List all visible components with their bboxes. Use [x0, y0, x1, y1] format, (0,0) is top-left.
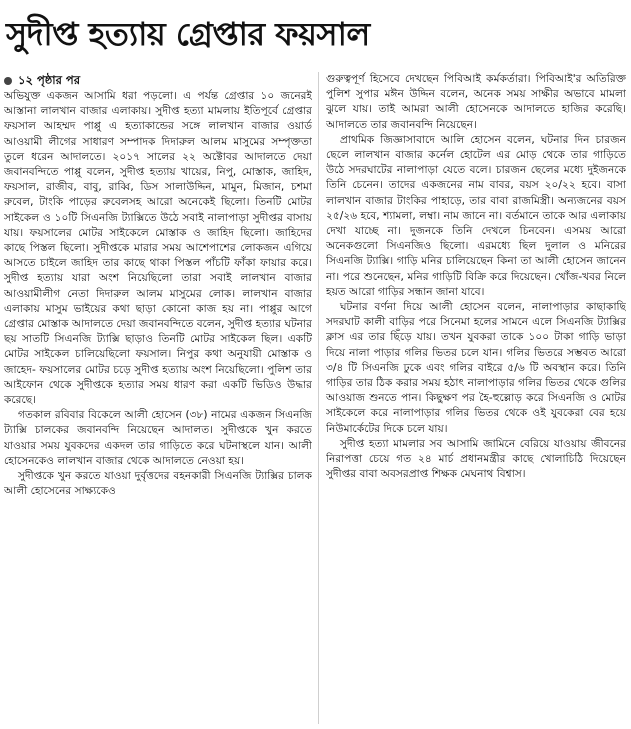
paragraph: গুরুত্বপূর্ণ হিসেবে দেখছেন পিবিআই কর্মকর্তারা। পিবিআই'র অতিরিক্ত পুলিশ সুপার মঈন উদ্দিন বলেন, অনেক সময় সাক্ষীর অভাবে মামলা ঝুলে যায়। তাই আমরা আলী হোসেনকে আদালতে হাজির করেছি। আদালতে তার জবানবন্দি নিয়েছেন। [326, 73, 626, 131]
paragraph: সুদীপ্তকে খুন করতে যাওয়া দুর্বৃত্তদের বহনকারী সিএনজি ট্যাক্সির চালক আলী হোসেনের সাক্ষ্যকেও [4, 470, 312, 498]
paragraph: গতকাল রবিবার বিকেলে আলী হোসেন (৩৮) নামের একজন সিএনজি ট্যাক্সি চালকের জবানবন্দি নিয়েছেন আদালত। সুদীপ্তকে খুন করতে যাওয়ার সময় যুবকদের একদল তার গাড়িতে করে ঘটনাস্থলে যান। আলী হোসেনকেও লালখান বাজার থেকে আদালতে নেওয়া হয়। [4, 409, 312, 467]
continued-from-label: ১২ পৃষ্ঠার পর [18, 73, 81, 87]
bullet-icon [4, 77, 12, 85]
continued-from-line [4, 72, 312, 88]
column-divider [318, 72, 319, 724]
article-column-left [4, 72, 312, 724]
paragraph: ঘটনার বর্ণনা দিয়ে আলী হোসেন বলেন, নালাপাড়ার কাছাকাছি সদরঘাট কালী বাড়ির পরে সিনেমা হলের সামনে এলে সিএনজি ট্যাক্সির ক্লাস এর তার ছিঁড়ে যায়। তখন যুবকরা তাকে ১০০ টাকা গাড়ি ভাড়া দিয়ে নালা পাড়ার গলির ভিতর চলে যান। গলির ভিতরে সম্ভবত আরো ৩/৪ টি সিএনজি ঢুকে এবং গলির বাইরে ৫/৬ টি অবস্থান করে। তিনি গাড়ির তার ঠিক করার সময় হঠাৎ নালাপাড়ার গলির ভিতর থেকে গুলির আওয়াজ শুনতে পান। কিছুক্ষণ পর হৈ-হুল্লোড় করে সিএনজি ও মোটর সাইকেলে করে নালাপাড়ার গলির ভিতর থেকে ওই যুবকেরা বের হয়ে নিউমার্কেটের দিকে চলে যায়। [326, 301, 626, 435]
paragraph: অভিযুক্ত একজন আসামি ধরা পড়লো। এ পর্যন্ত গ্রেপ্তার ১০ জনেরই আস্তানা লালখান বাজার এলাকায়। সুদীপ্ত হত্যা মামলায় ইতিপূর্বে গ্রেপ্তার ফয়সাল আহম্মদ পাপ্পু এ হত্যাকান্ডের সঙ্গে লালখান বাজার ওয়ার্ড আওয়ামী লীগের সাধারণ সম্পাদক দিদারুল আলম মাসুমের সম্পৃক্ততা তুলে ধরেন আদালতে। ২০১৭ সালের ২২ অক্টোবর আদালতে দেয়া জবানবন্দিতে পাপ্পু বলেন, সুদীপ্ত হত্যায় খায়ের, নিপু, মোস্তাক, জাহিদ, ফয়সাল, রাজীব, বাবু, রাব্বি, ডিস সালাউদ্দিন, মামুন, মিজান, চশমা রুবেল, টাংকি পাড়ের রুবেলসহ আরো অনেকেই ছিলো। তিনটি মোটর সাইকেল ও ১০টি সিএনজি ট্যাক্সিতে উঠে সবাই নালাপাড়া সুদীপ্তর বাসায় যায়। ফয়সালের মোটর সাইকেলে মোস্তাক ও জাহিদ ছিলো। জাহিদের কাছে পিস্তল ছিলো। সুদীপ্তকে মারার সময় আশেপাশের লোকজন এগিয়ে আসতে চাইলে জাহিদ তার কাছে থাকা পিস্তল পাঁচটি ফাঁকা ফায়ার করে। সুদীপ্ত হত্যায় যারা অংশ নিয়েছিলো তারা সবাই লালখান বাজার আওয়ামীলীগ নেতা দিদারুল আলম মাসুমের লোক। লালখান বাজার এলাকায় মাসুম ভাইয়ের কথা ছাড়া কোনো কাজ হয় না। পাপ্পুর আগে গ্রেপ্তার মোস্তাক আদালতে দেয়া জবানবন্দিতে বলেন, সুদীপ্ত হত্যার ঘটনার ছয় সাতটি সিএনজি ট্যাক্সি ছাড়াও তিনটি মোটর সাইকেল ছিল। একটি মোটর সাইকেল চালিয়েছিলো ফয়সাল। নিপুর কথা অনুযায়ী মোস্তাক ও জাহেদ- ফয়সালের মোটর চড়ে সুদীপ্ত হত্যায় অংশ নিয়েছিলো। পুলিশ তার আইফোন থেকে সুদীপ্তকে হত্যার সময় ধারণ করা একটি ভিডিও উদ্ধার করেছে। [4, 90, 312, 407]
paragraph: প্রাথমিক জিজ্ঞাসাবাদে আলি হোসেন বলেন, ঘটনার দিন চারজন ছেলে লালখান বাজার কর্নেল হোটেল এর মোড় থেকে তার গাড়িতে উঠে সদরঘাটের নালাপাড়া যেতে বলে। চারজন ছেলের মধ্যে দুইজনকে তিনি চেনেন। তাদের একজনের নাম বাবর, বয়স ২০/২২ হবে। বাসা লালখান বাজার টাংকির পাহাড়ে, তার বাবা রাজমিস্ত্রী। অন্যজনের বয়স ২৫/২৬ হবে, শ্যামলা, লম্বা। নাম জানে না। বর্তমানে তাকে আর এলাকায় দেখা যাচ্ছে না। দুজনকে তিনি দেখলে চিনবেন। এসময় আরো অনেকগুলো সিএনজিও ছিলো। এরমধ্যে ছিল দুলাল ও মনিরের সিএনজি ট্যাক্সি। গাড়ি মনির চালিয়েছেন কিনা তা আলী হোসেন জানেন না। পরে শুনেছেন, মনির গাড়িটি বিক্রি করে দিয়েছেন। খোঁজ-খবর নিলে হয়ত আরো গাড়ির সন্ধান জানা যাবে। [326, 133, 626, 298]
headline: সুদীপ্ত হত্যায় গ্রেপ্তার ফয়সাল [6, 15, 370, 53]
article-column-right [326, 72, 626, 724]
paragraph: সুদীপ্ত হত্যা মামলার সব আসামি জামিনে বেরিয়ে যাওয়ায় জীবনের নিরাপত্তা চেয়ে গত ২৪ মার্চ প্রধানমন্ত্রীর কাছে খোলাচিঠি দিয়েছেন সুদীপ্তর বাবা অবসরপ্রাপ্ত শিক্ষক মেঘনাথ বিশ্বাস। [326, 437, 626, 481]
